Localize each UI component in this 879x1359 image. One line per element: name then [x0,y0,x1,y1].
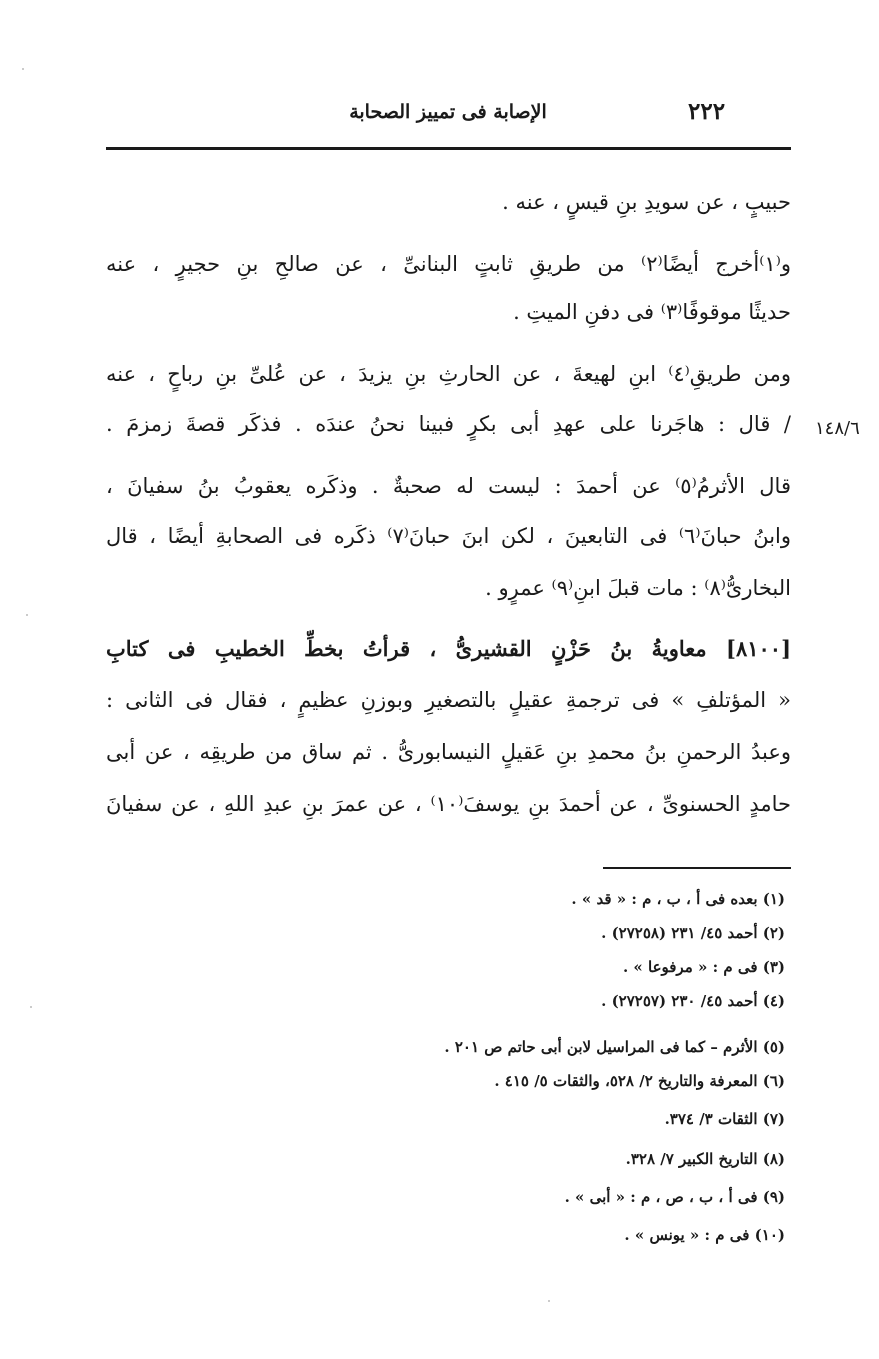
body-line: وعبدُ الرحمنِ بنُ محمدِ بنِ عَقيلٍ النيسابورىُّ . ثم ساق من طريقِه ، عن أبى [106,740,791,764]
footnote: (٨) التاريخ الكبير ٧/ ٣٢٨. [625,1150,785,1168]
footnote: (١٠) فى م : « يونس » . [624,1226,785,1244]
footnote: (٤) أحمد ٤٥/ ٢٣٠ (٢٧٢٥٧) . [601,992,785,1010]
body-line: / قال : هاجَرنا على عهدِ أبى بكرٍ فبينا نحنُ عندَه . فذكَر قصةَ زمزمَ . [106,412,791,436]
entry-heading-line: [٨١٠٠] معاويةُ بنُ حَزْنٍ القشيرىُّ ، قرأتُ بخطِّ الخطيبِ فى كتابِ [106,636,791,661]
header-rule [106,147,791,150]
body-line: البخارىُّ⁽٨⁾ : مات قبلَ ابنِ⁽٩⁾ عمرٍو . [485,576,791,600]
body-line: حديثًا موقوفًا⁽٣⁾ فى دفنِ الميتِ . [513,300,791,324]
page-number: ٢٢٢ [688,98,726,125]
running-title: الإصابة فى تمييز الصحابة [349,101,547,123]
scan-speck [22,68,24,70]
footnote: (٥) الأثرم – كما فى المراسيل لابن أبى حاتم ص ٢٠١ . [444,1038,785,1056]
body-line: « المؤتلفِ » فى ترجمةِ عقيلٍ بالتصغيرِ وبوزنِ عظيمٍ ، فقال فى الثانى : [106,688,791,712]
footnote: (١) بعده فى أ ، ب ، م : « قد » . [571,890,785,908]
footnote: (٦) المعرفة والتاريخ ٢/ ٥٢٨، والثقات ٥/ ٤١٥ . [494,1072,785,1090]
scan-speck [30,1006,32,1008]
footnote: (٧) الثقات ٣/ ٣٧٤. [664,1110,785,1128]
body-line: قال الأثرمُ⁽٥⁾ عن أحمدَ : ليست له صحبةٌ . وذكَره يعقوبُ بنُ سفيانَ ، [106,474,791,498]
body-line: حبيبٍ ، عن سويدِ بنِ قيسٍ ، عنه . [502,190,791,214]
footnote: (٣) فى م : « مرفوعا » . [622,958,785,976]
body-line: ومن طريقِ⁽٤⁾ ابنِ لهيعةَ ، عن الحارثِ بنِ يزيدَ ، عن عُلىِّ بنِ رباحٍ ، عنه [106,362,791,386]
scan-speck [26,614,28,616]
footnote-rule [603,867,791,869]
body-line: وابنُ حبانَ⁽٦⁾ فى التابعينَ ، لكن ابنَ حبانَ⁽٧⁾ ذكَره فى الصحابةِ أيضًا ، قال [106,524,792,548]
margin-reference: ١٤٨/٦ [815,418,860,439]
footnote: (٩) فى أ ، ب ، ص ، م : « أبى » . [564,1188,785,1206]
footnote: (٢) أحمد ٤٥/ ٢٣١ (٢٧٢٥٨) . [601,924,785,942]
body-line: و⁽١⁾أخرج أيضًا⁽٢⁾ من طريقِ ثابتٍ البنانىِّ ، عن صالحِ بنِ حجيرٍ ، عنه [106,252,791,276]
body-line: حامدٍ الحسنوىِّ ، عن أحمدَ بنِ يوسفَ⁽١٠⁾ ، عن عمرَ بنِ عبدِ اللهِ ، عن سفيانَ [106,792,791,816]
scan-speck [548,1300,550,1302]
